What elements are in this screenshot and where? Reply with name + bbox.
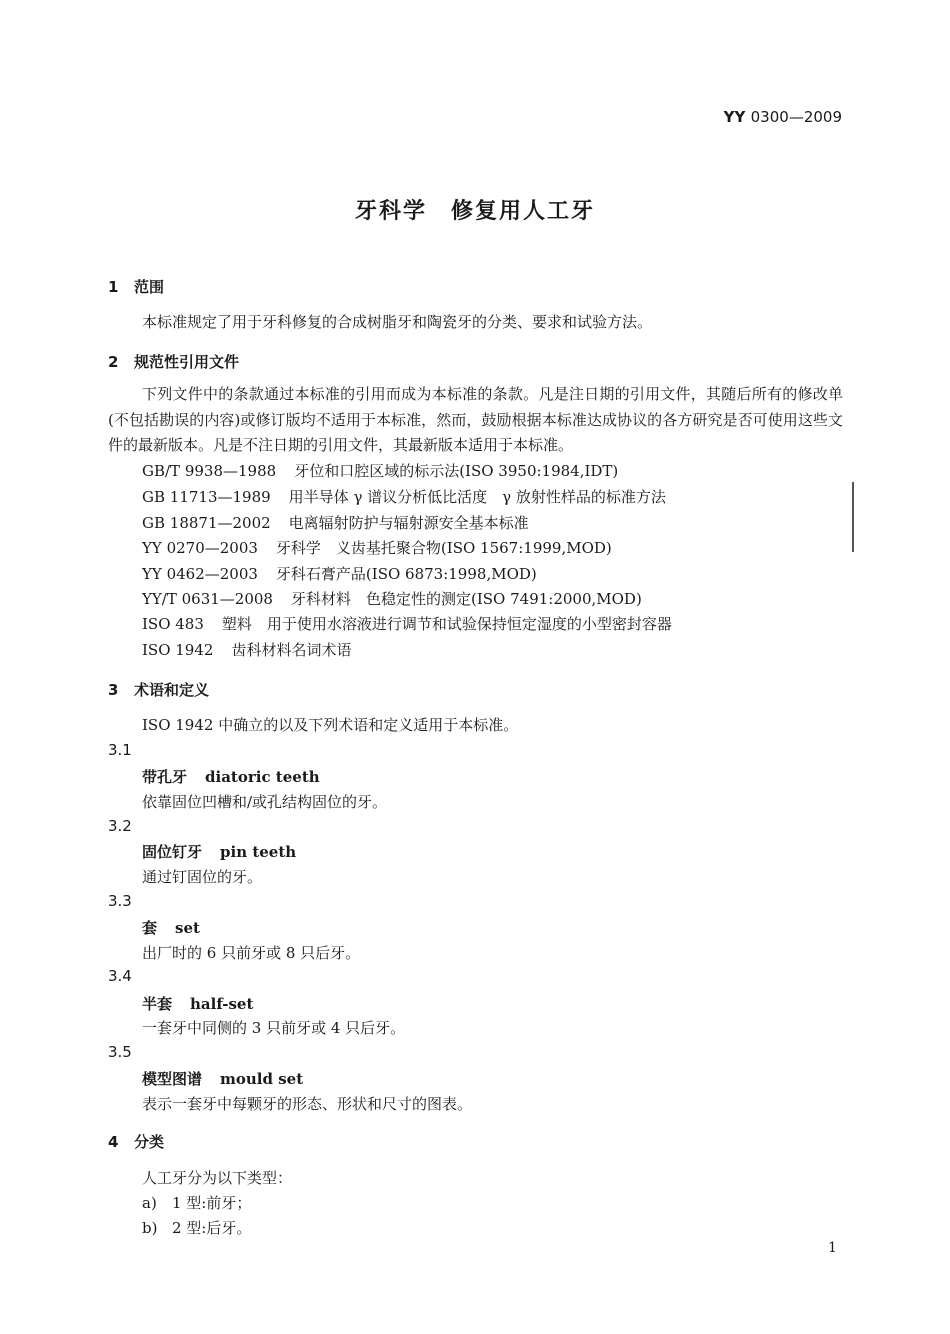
term-number: 3.1 — [108, 741, 132, 759]
reference-title: 牙科学 义齿基托聚合物(ISO 1567:1999,MOD) — [275, 539, 612, 557]
reference-code: YY 0270—2003 — [142, 539, 258, 557]
reference-item — [142, 486, 666, 507]
standard-number: 0300—2009 — [750, 108, 842, 126]
term-zh: 半套 — [142, 995, 173, 1013]
reference-title: 齿科材料名词术语 — [231, 641, 352, 659]
term-en: mould set — [220, 1070, 304, 1088]
term-number: 3.2 — [108, 817, 132, 835]
section-number: 1 — [108, 278, 119, 296]
reference-item — [142, 639, 351, 660]
reference-code: GB/T 9938—1988 — [142, 462, 277, 480]
term-title — [142, 841, 296, 862]
section-3-heading — [108, 679, 209, 700]
section-1-heading — [108, 276, 164, 297]
list-text: 1 型:前牙； — [172, 1194, 252, 1212]
list-item — [142, 1217, 251, 1238]
reference-item — [142, 460, 618, 481]
term-number: 3.4 — [108, 967, 132, 985]
section-1-text: 本标准规定了用于牙科修复的合成树脂牙和陶瓷牙的分类、要求和试验方法。 — [142, 313, 653, 331]
term-definition: 表示一套牙中每颗牙的形态、形状和尺寸的图表。 — [142, 1095, 473, 1113]
section-2-intro: 下列文件中的条款通过本标准的引用而成为本标准的条款。凡是注日期的引用文件，其随后所有的修改单(不包括勘误的内容)或修订版均不适用于本标准，然而，鼓励根据本标准达成协议的各方研究是否可使用这些文件的最新版本。凡是不注日期的引用文件，其最新版本适用于本标准。 — [108, 385, 843, 454]
term-definition: 通过钉固位的牙。 — [142, 868, 263, 886]
reference-code: YY/T 0631—2008 — [142, 590, 273, 608]
term-zh: 固位钉牙 — [142, 843, 203, 861]
reference-title: 电离辐射防护与辐射源安全基本标准 — [288, 514, 529, 532]
section-number: 2 — [108, 353, 119, 371]
term-definition: 一套牙中同侧的 3 只前牙或 4 只后牙。 — [142, 1019, 406, 1037]
section-4-heading — [108, 1131, 164, 1152]
reference-item — [142, 537, 612, 558]
reference-code: GB 18871—2002 — [142, 514, 271, 532]
list-item — [142, 1192, 251, 1213]
section-2-heading — [108, 351, 239, 372]
reference-title: 牙位和口腔区域的标示法(ISO 3950:1984,IDT) — [294, 462, 619, 480]
term-zh: 模型图谱 — [142, 1070, 203, 1088]
reference-title: 牙科材料 色稳定性的测定(ISO 7491:2000,MOD) — [290, 590, 642, 608]
term-en: set — [175, 919, 200, 937]
term-title — [142, 917, 200, 938]
page-number: 1 — [828, 1240, 837, 1256]
reference-code: GB 11713—1989 — [142, 488, 271, 506]
term-en: diatoric teeth — [205, 768, 320, 786]
list-label: a) — [142, 1194, 157, 1212]
margin-change-bar — [852, 482, 854, 552]
reference-item — [142, 563, 537, 584]
term-title — [142, 993, 253, 1014]
section-title: 规范性引用文件 — [134, 353, 240, 371]
reference-item — [142, 588, 642, 609]
reference-code: ISO 1942 — [142, 641, 214, 659]
section-3-intro: ISO 1942 中确立的以及下列术语和定义适用于本标准。 — [142, 716, 519, 734]
reference-code: ISO 483 — [142, 615, 204, 633]
term-number: 3.3 — [108, 892, 132, 910]
term-title — [142, 766, 320, 787]
term-definition: 依靠固位凹槽和/或孔结构固位的牙。 — [142, 793, 388, 811]
list-label: b) — [142, 1219, 158, 1237]
term-zh: 套 — [142, 919, 158, 937]
section-title: 范围 — [134, 278, 165, 296]
list-text: 2 型:后牙。 — [172, 1219, 252, 1237]
section-number: 3 — [108, 681, 119, 699]
term-zh: 带孔牙 — [142, 768, 188, 786]
term-en: pin teeth — [220, 843, 297, 861]
term-definition: 出厂时的 6 只前牙或 8 只后牙。 — [142, 944, 361, 962]
reference-code: YY 0462—2003 — [142, 565, 258, 583]
document-title: 牙科学 修复用人工牙 — [354, 199, 595, 224]
reference-item — [142, 613, 672, 634]
section-title: 分类 — [134, 1133, 165, 1151]
reference-title: 牙科石膏产品(ISO 6873:1998,MOD) — [275, 565, 537, 583]
term-en: half-set — [190, 995, 254, 1013]
standard-code — [724, 108, 842, 126]
term-title — [142, 1068, 303, 1089]
term-number: 3.5 — [108, 1043, 132, 1061]
section-4-intro: 人工牙分为以下类型： — [142, 1169, 293, 1187]
standard-prefix: YY — [723, 108, 746, 126]
reference-title: 用半导体 γ 谱议分析低比活度 γ 放射性样品的标准方法 — [288, 488, 666, 506]
section-number: 4 — [108, 1133, 119, 1151]
section-title: 术语和定义 — [134, 681, 210, 699]
reference-title: 塑料 用于使用水溶液进行调节和试验保持恒定湿度的小型密封容器 — [221, 615, 672, 633]
reference-item — [142, 512, 529, 533]
